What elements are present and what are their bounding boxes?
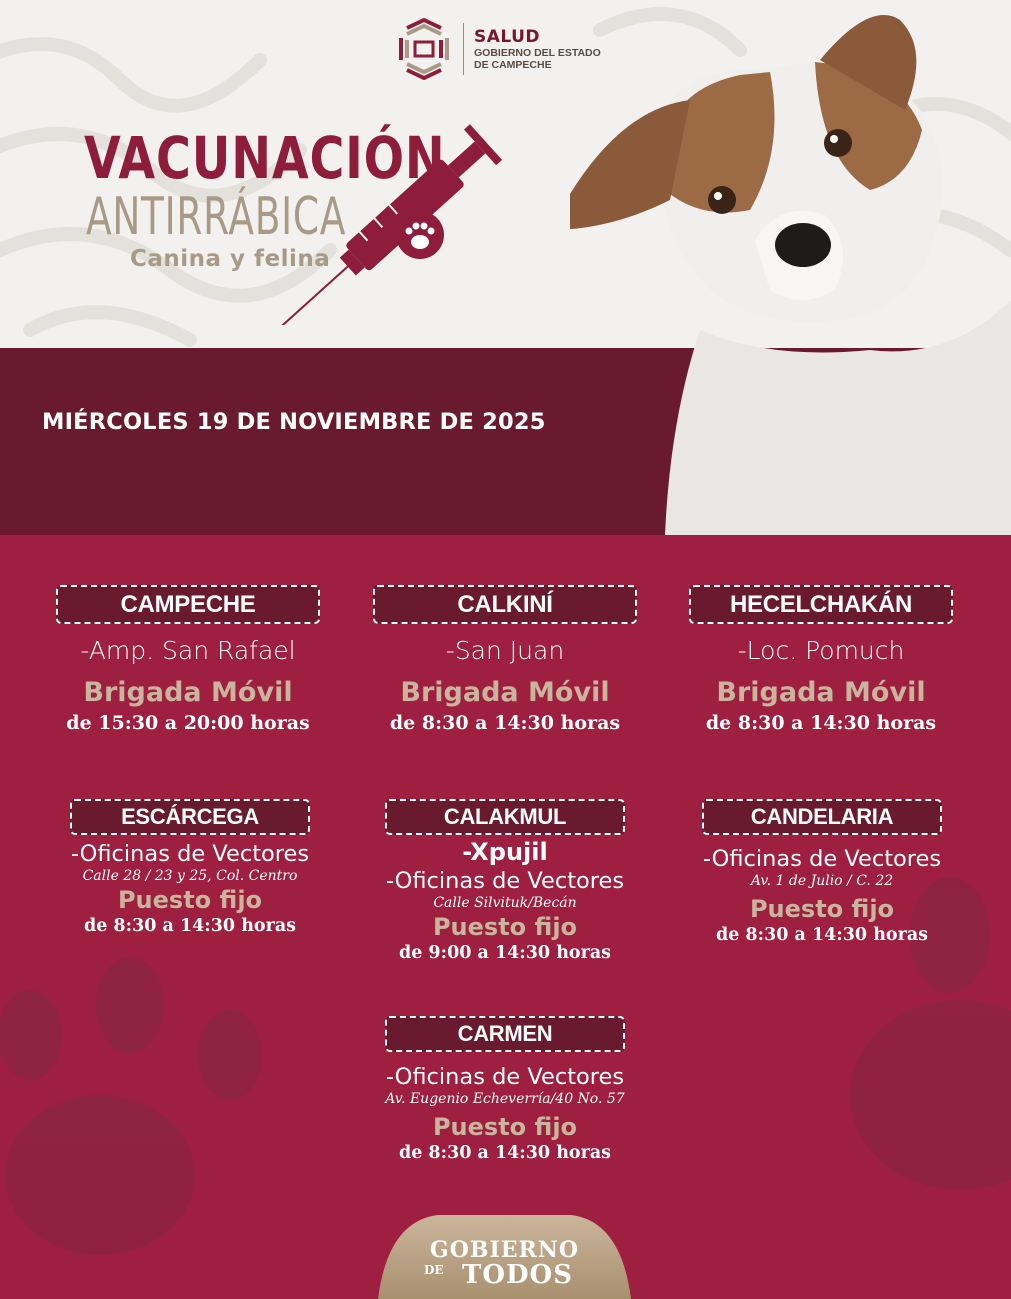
address: Calle Silvituk/Becán (433, 895, 577, 911)
localidad: -Oficinas de Vectores (70, 841, 310, 867)
municipio-tag: HECELCHAKÁN (689, 585, 953, 624)
service-type: Puesto fijo (117, 886, 263, 914)
service-type: Brigada Móvil (400, 677, 610, 708)
location-card-campeche (55, 585, 321, 734)
service-type: Brigada Móvil (716, 677, 926, 708)
address: Av. 1 de Julio / C. 22 (750, 873, 894, 889)
sublocalidad: -Xpujil (462, 838, 548, 866)
service-type: Brigada Móvil (83, 677, 293, 708)
title-antirrabica: ANTIRRÁBICA (86, 187, 347, 247)
localidad: -Oficinas de Vectores (385, 1064, 625, 1090)
gobierno-line-1: GOBIERNO DEL ESTADO (474, 47, 601, 59)
location-card-carmen (355, 1016, 655, 1164)
location-card-calakmul (355, 799, 655, 964)
location-card-hecelchakan (688, 585, 954, 734)
localidad: -Amp. San Rafael (80, 636, 296, 665)
event-date: MIÉRCOLES 19 DE NOVIEMBRE DE 2025 (42, 409, 546, 435)
footer-line-2-small: DE (424, 1263, 444, 1277)
address: Av. Eugenio Echeverría/40 No. 57 (385, 1091, 625, 1107)
municipio-tag: CAMPECHE (56, 585, 320, 624)
location-card-candelaria (672, 799, 972, 946)
service-type: Puesto fijo (432, 1113, 578, 1141)
schedule: de 8:30 a 14:30 horas (398, 1143, 612, 1163)
address: Calle 28 / 23 y 25, Col. Centro (82, 868, 298, 884)
location-card-escarcega (40, 799, 340, 937)
municipio-tag: ESCÁRCEGA (70, 799, 310, 835)
schedule: de 15:30 a 20:00 horas (66, 712, 310, 734)
schedule: de 8:30 a 14:30 horas (715, 925, 929, 945)
footer-line-2-big: TODOS (462, 1260, 573, 1290)
logo-divider (463, 23, 464, 75)
campeche-emblem-icon (393, 18, 455, 80)
municipio-tag: CALKINÍ (373, 585, 637, 624)
schedule: de 8:30 a 14:30 horas (83, 916, 297, 936)
title-vacunacion: VACUNACIÓN (84, 124, 446, 192)
dog-image (570, 0, 1011, 535)
schedule: de 8:30 a 14:30 horas (389, 712, 621, 734)
municipio-tag: CANDELARIA (702, 799, 942, 835)
localidad: -San Juan (445, 636, 565, 665)
title-canina-felina: Canina y felina (130, 246, 331, 272)
footer-line-1: GOBIERNO (429, 1237, 580, 1263)
schedule: de 9:00 a 14:30 horas (398, 943, 612, 963)
service-type: Puesto fijo (432, 913, 578, 941)
service-type: Puesto fijo (749, 895, 895, 923)
municipio-tag: CALAKMUL (385, 799, 625, 835)
location-card-calkini (372, 585, 638, 734)
localidad: -Loc. Pomuch (737, 636, 905, 665)
municipio-tag: CARMEN (385, 1016, 625, 1052)
salud-label: SALUD (474, 27, 541, 47)
gobierno-line-2: DE CAMPECHE (474, 59, 552, 71)
localidad: -Oficinas de Vectores (702, 846, 942, 872)
localidad: -Oficinas de Vectores (385, 868, 625, 894)
schedule: de 8:30 a 14:30 horas (705, 712, 937, 734)
gobierno-de-todos-logo (358, 1211, 651, 1299)
